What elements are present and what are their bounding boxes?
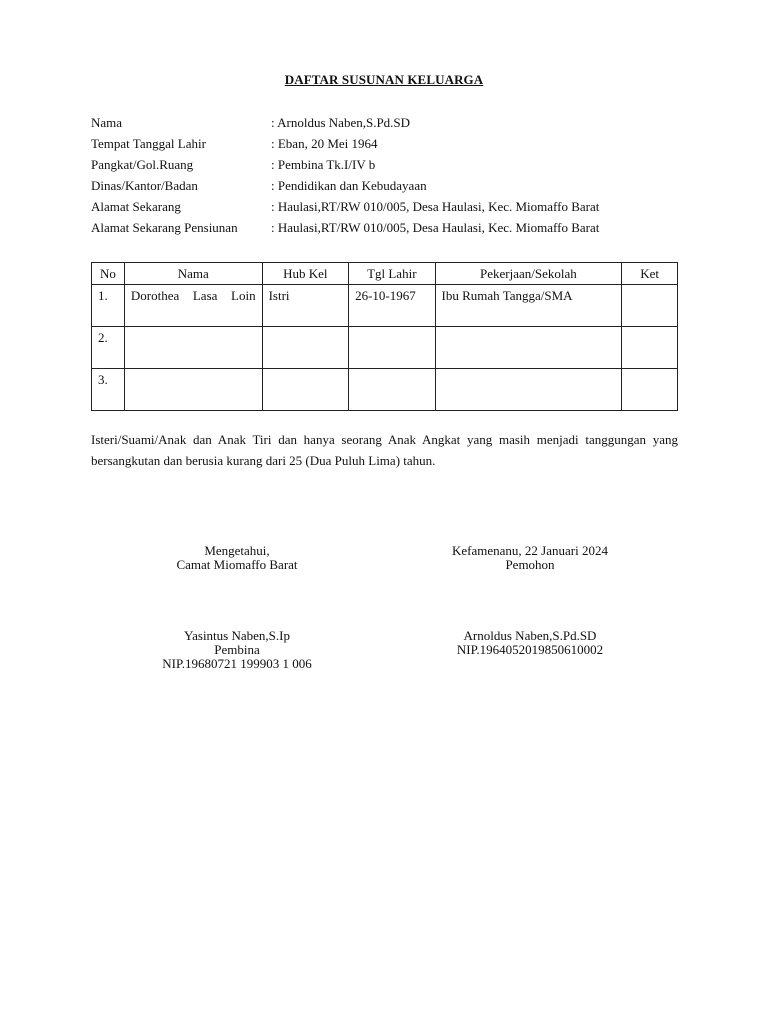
signature-left-line2: Camat Miomaffo Barat [176, 557, 298, 572]
cell-nama [124, 327, 262, 369]
dependents-note: Isteri/Suami/Anak dan Anak Tiri dan hanya seorang Anak Angkat yang masih menjadi tanggungan yang bersangkutan dan berusia kurang dari 25 (Dua Puluh Lima) tahun. [91, 432, 678, 468]
cell-nama: Dorothea Lasa Loin [124, 285, 262, 327]
cell-pekerjaan: Ibu Rumah Tangga/SMA [435, 285, 622, 327]
cell-hub-kel [262, 327, 348, 369]
header-tgl-lahir: Tgl Lahir [349, 263, 435, 285]
cell-hub-kel [262, 369, 348, 411]
cell-tgl-lahir [349, 327, 435, 369]
info-row-alamat-pensiun [91, 217, 691, 238]
signer-right-nip: NIP.196405201985061000​2 [456, 642, 604, 657]
document-title: DAFTAR SUSUNAN KELUARGA [284, 72, 484, 87]
info-row-dinas [91, 175, 691, 196]
signer-right-name: Arnoldus Naben,S.Pd.SD [463, 628, 597, 643]
signer-left-rank: Pembina [214, 642, 260, 657]
cell-ket [622, 285, 678, 327]
cell-tgl-lahir [349, 369, 435, 411]
info-value: : Arnoldus Naben,S.Pd.SD [271, 115, 411, 130]
signature-right-heading [430, 544, 630, 572]
family-table [91, 262, 678, 411]
info-value: : Pembina Tk.I/IV b [271, 157, 376, 172]
cell-tgl-lahir: 26-10-1967 [349, 285, 435, 327]
signature-left-line1: Mengetahui, [204, 543, 270, 558]
signature-right-line2: Pemohon [505, 557, 555, 572]
cell-no: 1. [92, 285, 125, 327]
info-label: Alamat Sekarang Pensiunan [91, 220, 238, 235]
cell-no: 2. [92, 327, 125, 369]
info-value: : Eban, 20 Mei 1964 [271, 136, 378, 151]
signer-left-name: Yasintus Naben,S.Ip [184, 628, 290, 643]
header-pekerjaan: Pekerjaan/Sekolah [435, 263, 622, 285]
info-value: : Haulasi,RT/RW 010/005, Desa Haulasi, Kec. Miomaffo Barat [271, 220, 600, 235]
header-hub-kel: Hub Kel [262, 263, 348, 285]
cell-nama [124, 369, 262, 411]
info-label: Pangkat/Gol.Ruang [91, 157, 194, 172]
cell-pekerjaan [435, 327, 622, 369]
info-row-nama [91, 112, 691, 133]
info-value: : Haulasi,RT/RW 010/005, Desa Haulasi, Kec. Miomaffo Barat [271, 199, 600, 214]
table-row [92, 327, 678, 369]
info-row-alamat [91, 196, 691, 217]
cell-no: 3. [92, 369, 125, 411]
table-row [92, 369, 678, 411]
info-label: Alamat Sekarang [91, 199, 181, 214]
header-no: No [92, 263, 125, 285]
signature-left-block [137, 629, 337, 671]
signature-left-heading [137, 544, 337, 572]
info-label: Tempat Tanggal Lahir [91, 136, 206, 151]
cell-hub-kel: Istri [262, 285, 348, 327]
table-row [92, 285, 678, 327]
info-label: Nama [91, 115, 123, 130]
signature-right-line1: Kefamenanu, 22 Januari 2024 [452, 543, 608, 558]
signature-right-block [430, 629, 630, 657]
info-value: : Pendidikan dan Kebudayaan [271, 178, 427, 193]
table-header-row [92, 263, 678, 285]
cell-ket [622, 369, 678, 411]
cell-pekerjaan [435, 369, 622, 411]
header-ket: Ket [622, 263, 678, 285]
personal-info [91, 112, 691, 238]
header-nama: Nama [124, 263, 262, 285]
signer-left-nip: NIP.19680721 199903 1 006 [162, 656, 312, 671]
info-label: Dinas/Kantor/Badan [91, 178, 198, 193]
info-row-ttl [91, 133, 691, 154]
info-row-pangkat [91, 154, 691, 175]
cell-ket [622, 327, 678, 369]
